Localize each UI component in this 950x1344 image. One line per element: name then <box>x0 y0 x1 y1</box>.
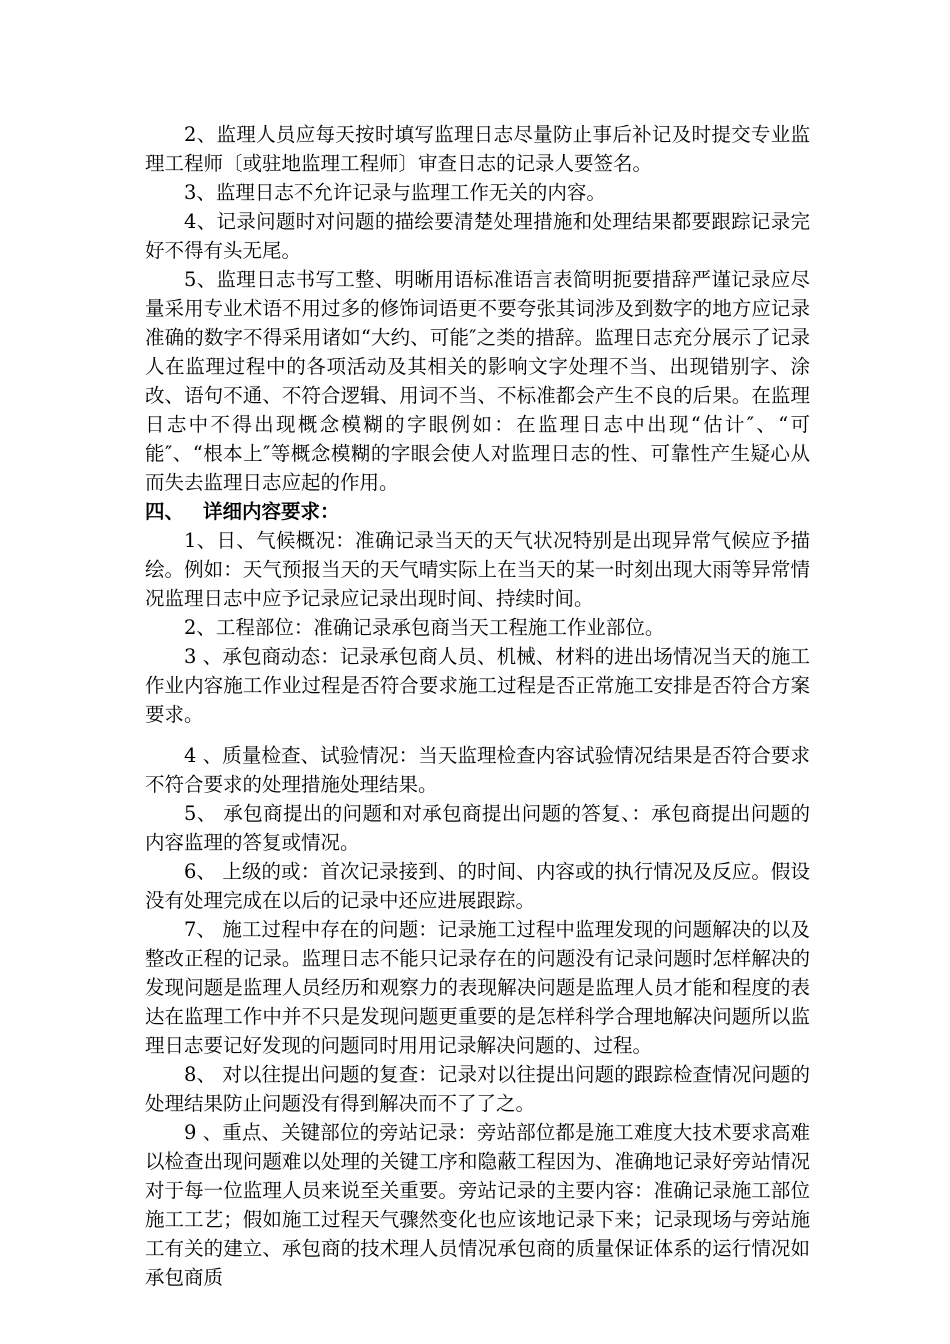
requirement-item-6: 6、 上级的或：首次记录接到、的时间、内容或的执行情况及反应。假设没有处理完成在以后的记录中还应进展跟踪。 <box>145 860 810 912</box>
paragraph-item-2: 2、监理人员应每天按时填写监理日志尽量防止事后补记及时提交专业监理工程师〔或驻地监理工程师〕审查日志的记录人要签名。 <box>145 123 810 175</box>
requirement-item-1: 1、日、气候概况：准确记录当天的天气状况特别是出现异常气候应予描绘。例如：天气预报当天的天气晴实际上在当天的某一时刻出现大雨等异常情况监理日志中应予记录应记录出现时间、持续时间。 <box>145 529 810 610</box>
document-page <box>145 120 810 1292</box>
requirement-item-3: 3 、承包商动态：记录承包商人员、机械、材料的进出场情况当天的施工作业内容施工作业过程是否符合要求施工过程是否正常施工安排是否符合方案要求。 <box>145 645 810 726</box>
section-heading-number: 四、 <box>145 500 185 523</box>
section-heading-title: 详细内容要求： <box>203 500 340 523</box>
requirement-item-2: 2、工程部位：准确记录承包商当天工程施工作业部位。 <box>184 616 665 639</box>
requirement-item-4: 4 、质量检查、试验情况：当天监理检查内容试验情况结果是否符合要求不符合要求的处理措施处理结果。 <box>145 744 810 796</box>
paragraph-item-3: 3、监理日志不允许记录与监理工作无关的内容。 <box>184 181 606 204</box>
requirement-item-7: 7、 施工过程中存在的问题：记录施工过程中监理发现的问题解决的以及整改正程的记录。监理日志不能只记录存在的问题没有记录问题时怎样解决的发现问题是监理人员经历和观察力的表现解决问题是监理人员才能和程度的表达在监理工作中并不只是发现问题更重要的是怎样科学合理地解决问题所以监理日志要记好发现的问题同时用用记录解决问题的、过程。 <box>145 918 810 1057</box>
paragraph-item-4: 4、记录问题时对问题的描绘要清楚处理措施和处理结果都要跟踪记录完好不得有头无尾。 <box>145 210 810 262</box>
requirement-item-5: 5、 承包商提出的问题和对承包商提出问题的答复、：承包商提出问题的内容监理的答复或情况。 <box>145 802 810 854</box>
section-heading <box>145 497 810 526</box>
requirement-item-8: 8、 对以往提出问题的复查：记录对以往提出问题的跟踪检查情况问题的处理结果防止问题没有得到解决而不了了之。 <box>145 1063 810 1115</box>
paragraph-item-5: 5、监理日志书写工整、明晰用语标准语言表简明扼要措辞严谨记录应尽量采用专业术语不用过多的修饰词语更不要夸张其词涉及到数字的地方应记录准确的数字不得采用诸如“大约、可能″之类的措辞。监理日志充分展示了记录人在监理过程中的各项活动及其相关的影响文字处理不当、出现错别字、涂改、语句不通、不符合逻辑、用词不当、不标准都会产生不良的后果。在监理日志中不得出现概念模糊的字眼例如：在监理日志中出现“估计″、“可能″、“根本上″等概念模糊的字眼会使人对监理日志的性、可靠性产生疑心从而失去监理日志应起的作用。 <box>145 268 810 494</box>
requirement-item-9: 9 、重点、关键部位的旁站记录：旁站部位都是施工难度大技术要求高难以检查出现问题难以处理的关键工序和隐蔽工程因为、准确地记录好旁站情况对于每一位监理人员来说至关重要。旁站记录的主要内容：准确记录施工部位施工工艺；假如施工过程天气骤然变化也应该地记录下来；记录现场与旁站施工有关的建立、承包商的技术理人员情况承包商的质量保证体系的运行情况如承包商质 <box>145 1121 810 1289</box>
